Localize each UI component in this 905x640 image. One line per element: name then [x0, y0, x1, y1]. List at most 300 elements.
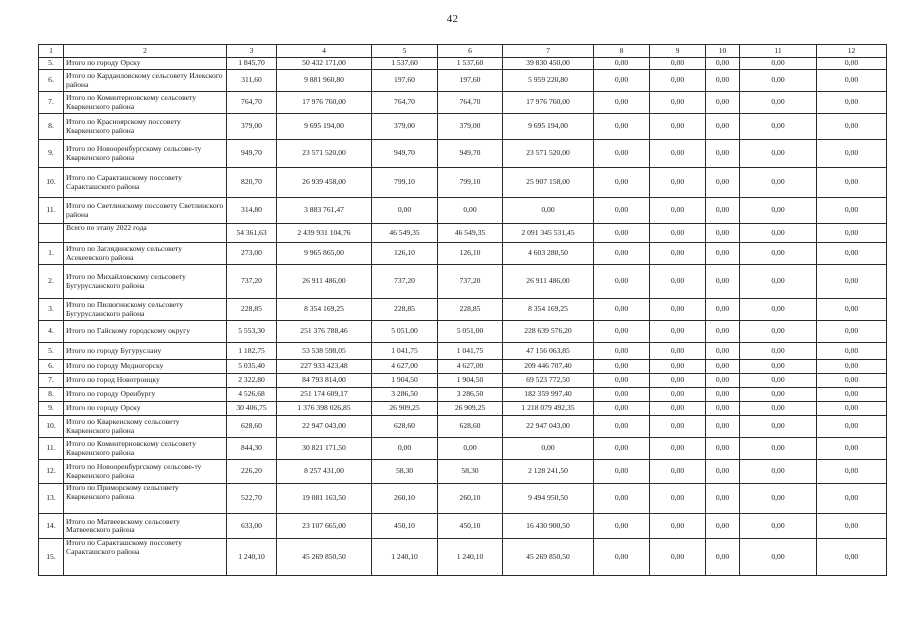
table-row — [39, 360, 887, 374]
value-cell-col-12: 0,00 — [817, 92, 887, 114]
value-cell-col-12: 0,00 — [817, 299, 887, 321]
value-cell-col-3: 737,20 — [227, 265, 277, 299]
row-index-cell: 6. — [39, 360, 64, 374]
row-index-cell: 5. — [39, 343, 64, 360]
table-row — [39, 70, 887, 92]
value-cell-col-4: 26 911 486,00 — [277, 265, 372, 299]
value-cell-col-4: 53 538 598,05 — [277, 343, 372, 360]
value-cell-col-6: 1 904,50 — [438, 374, 503, 388]
row-index-cell: 10. — [39, 416, 64, 438]
row-index-cell: 2. — [39, 265, 64, 299]
value-cell-col-11: 0,00 — [740, 321, 817, 343]
value-cell-col-8: 0,00 — [594, 484, 650, 514]
value-cell-col-3: 54 361,63 — [227, 224, 277, 243]
row-index-cell: 1. — [39, 243, 64, 265]
value-cell-col-6: 5 051,00 — [438, 321, 503, 343]
value-cell-col-11: 0,00 — [740, 388, 817, 402]
value-cell-col-6: 197,60 — [438, 70, 503, 92]
value-cell-col-3: 228,85 — [227, 299, 277, 321]
value-cell-col-10: 0,00 — [706, 224, 740, 243]
value-cell-col-3: 764,70 — [227, 92, 277, 114]
value-cell-col-5: 126,10 — [372, 243, 438, 265]
value-cell-col-3: 311,60 — [227, 70, 277, 92]
value-cell-col-5: 1 240,10 — [372, 539, 438, 576]
value-cell-col-12: 0,00 — [817, 416, 887, 438]
row-index-cell: 12. — [39, 460, 64, 484]
value-cell-col-5: 58,30 — [372, 460, 438, 484]
value-cell-col-10: 0,00 — [706, 484, 740, 514]
row-name-cell: Итого по город Новотроицку — [64, 374, 227, 388]
value-cell-col-5: 0,00 — [372, 438, 438, 460]
value-cell-col-5: 4 627,00 — [372, 360, 438, 374]
value-cell-col-4: 23 571 520,00 — [277, 140, 372, 168]
value-cell-col-3: 633,00 — [227, 514, 277, 539]
value-cell-col-8: 0,00 — [594, 224, 650, 243]
table-row — [39, 539, 887, 576]
value-cell-col-3: 820,70 — [227, 168, 277, 198]
value-cell-col-5: 764,70 — [372, 92, 438, 114]
value-cell-col-9: 0,00 — [650, 416, 706, 438]
value-cell-col-10: 0,00 — [706, 321, 740, 343]
value-cell-col-7: 8 354 169,25 — [503, 299, 594, 321]
value-cell-col-5: 1 041,75 — [372, 343, 438, 360]
row-name-cell: Всего по этапу 2022 года — [64, 224, 227, 243]
value-cell-col-11: 0,00 — [740, 514, 817, 539]
table-row — [39, 58, 887, 70]
value-cell-col-3: 628,60 — [227, 416, 277, 438]
row-index-cell: 8. — [39, 388, 64, 402]
table-row — [39, 243, 887, 265]
value-cell-col-4: 8 354 169,25 — [277, 299, 372, 321]
row-index-cell: 11. — [39, 438, 64, 460]
value-cell-col-6: 764,70 — [438, 92, 503, 114]
value-cell-col-6: 4 627,00 — [438, 360, 503, 374]
value-cell-col-6: 737,20 — [438, 265, 503, 299]
row-name-cell: Итого по Кваркенскому сельсовету Кваркенского района — [64, 416, 227, 438]
column-number-5: 5 — [372, 45, 438, 58]
value-cell-col-8: 0,00 — [594, 416, 650, 438]
value-cell-col-7: 209 446 707,40 — [503, 360, 594, 374]
value-cell-col-11: 0,00 — [740, 168, 817, 198]
row-index-cell: 13. — [39, 484, 64, 514]
value-cell-col-8: 0,00 — [594, 140, 650, 168]
value-cell-col-8: 0,00 — [594, 514, 650, 539]
value-cell-col-7: 0,00 — [503, 438, 594, 460]
value-cell-col-11: 0,00 — [740, 299, 817, 321]
value-cell-col-9: 0,00 — [650, 402, 706, 416]
value-cell-col-11: 0,00 — [740, 539, 817, 576]
value-cell-col-10: 0,00 — [706, 168, 740, 198]
value-cell-col-12: 0,00 — [817, 224, 887, 243]
value-cell-col-6: 58,30 — [438, 460, 503, 484]
value-cell-col-5: 0,00 — [372, 198, 438, 224]
column-number-6: 6 — [438, 45, 503, 58]
value-cell-col-4: 9 881 960,80 — [277, 70, 372, 92]
row-name-cell: Итого по Приморскому сельсовету Кваркенского района — [64, 484, 227, 514]
value-cell-col-12: 0,00 — [817, 58, 887, 70]
value-cell-col-11: 0,00 — [740, 114, 817, 140]
value-cell-col-8: 0,00 — [594, 438, 650, 460]
table-row — [39, 484, 887, 514]
value-cell-col-7: 17 976 760,00 — [503, 92, 594, 114]
value-cell-col-4: 22 947 043,00 — [277, 416, 372, 438]
value-cell-col-12: 0,00 — [817, 140, 887, 168]
value-cell-col-10: 0,00 — [706, 438, 740, 460]
column-number-7: 7 — [503, 45, 594, 58]
row-index-cell: 7. — [39, 374, 64, 388]
value-cell-col-6: 799,10 — [438, 168, 503, 198]
value-cell-col-3: 1 845,70 — [227, 58, 277, 70]
value-cell-col-6: 379,00 — [438, 114, 503, 140]
value-cell-col-8: 0,00 — [594, 299, 650, 321]
value-cell-col-3: 273,00 — [227, 243, 277, 265]
value-cell-col-10: 0,00 — [706, 243, 740, 265]
value-cell-col-9: 0,00 — [650, 243, 706, 265]
value-cell-col-4: 8 257 431,00 — [277, 460, 372, 484]
value-cell-col-10: 0,00 — [706, 198, 740, 224]
value-cell-col-5: 5 051,00 — [372, 321, 438, 343]
value-cell-col-9: 0,00 — [650, 168, 706, 198]
value-cell-col-9: 0,00 — [650, 374, 706, 388]
value-cell-col-12: 0,00 — [817, 438, 887, 460]
value-cell-col-3: 379,00 — [227, 114, 277, 140]
row-name-cell: Итого по городу Бугуруслану — [64, 343, 227, 360]
value-cell-col-6: 1 240,10 — [438, 539, 503, 576]
row-name-cell: Итого по городу Орску — [64, 402, 227, 416]
row-index-cell: 14. — [39, 514, 64, 539]
value-cell-col-10: 0,00 — [706, 460, 740, 484]
value-cell-col-11: 0,00 — [740, 438, 817, 460]
page-number: 42 — [446, 13, 459, 25]
value-cell-col-11: 0,00 — [740, 402, 817, 416]
value-cell-col-4: 227 933 423,48 — [277, 360, 372, 374]
value-cell-col-9: 0,00 — [650, 484, 706, 514]
value-cell-col-5: 260,10 — [372, 484, 438, 514]
value-cell-col-6: 0,00 — [438, 438, 503, 460]
value-cell-col-12: 0,00 — [817, 198, 887, 224]
row-name-cell: Итого по Михайловскому сельсовету Бугурусланского района — [64, 265, 227, 299]
value-cell-col-4: 19 081 163,50 — [277, 484, 372, 514]
value-cell-col-10: 0,00 — [706, 58, 740, 70]
value-cell-col-6: 228,85 — [438, 299, 503, 321]
value-cell-col-7: 23 571 520,00 — [503, 140, 594, 168]
value-cell-col-8: 0,00 — [594, 402, 650, 416]
value-cell-col-12: 0,00 — [817, 460, 887, 484]
value-cell-col-3: 949,70 — [227, 140, 277, 168]
value-cell-col-4: 84 793 814,00 — [277, 374, 372, 388]
row-index-cell: 9. — [39, 140, 64, 168]
value-cell-col-12: 0,00 — [817, 114, 887, 140]
value-cell-col-8: 0,00 — [594, 343, 650, 360]
value-cell-col-5: 46 549,35 — [372, 224, 438, 243]
table-row — [39, 92, 887, 114]
value-cell-col-7: 5 959 220,80 — [503, 70, 594, 92]
value-cell-col-10: 0,00 — [706, 343, 740, 360]
value-cell-col-3: 844,30 — [227, 438, 277, 460]
row-index-cell: 5. — [39, 58, 64, 70]
row-name-cell: Итого по Красноярскому поссовету Кваркенского района — [64, 114, 227, 140]
value-cell-col-12: 0,00 — [817, 388, 887, 402]
value-cell-col-5: 228,85 — [372, 299, 438, 321]
value-cell-col-12: 0,00 — [817, 265, 887, 299]
value-cell-col-9: 0,00 — [650, 438, 706, 460]
value-cell-col-12: 0,00 — [817, 514, 887, 539]
value-cell-col-8: 0,00 — [594, 265, 650, 299]
row-index-cell: 15. — [39, 539, 64, 576]
value-cell-col-5: 1 904,50 — [372, 374, 438, 388]
value-cell-col-3: 5 553,30 — [227, 321, 277, 343]
value-cell-col-8: 0,00 — [594, 198, 650, 224]
value-cell-col-3: 314,80 — [227, 198, 277, 224]
value-cell-col-7: 39 830 450,00 — [503, 58, 594, 70]
row-name-cell: Итого по Заглядинскому сельсовету Асекеевского района — [64, 243, 227, 265]
value-cell-col-6: 450,10 — [438, 514, 503, 539]
row-index-cell — [39, 224, 64, 243]
value-cell-col-11: 0,00 — [740, 70, 817, 92]
value-cell-col-7: 45 269 850,50 — [503, 539, 594, 576]
value-cell-col-12: 0,00 — [817, 360, 887, 374]
value-cell-col-10: 0,00 — [706, 388, 740, 402]
value-cell-col-8: 0,00 — [594, 539, 650, 576]
value-cell-col-8: 0,00 — [594, 92, 650, 114]
value-cell-col-3: 4 526,68 — [227, 388, 277, 402]
value-cell-col-4: 45 269 850,50 — [277, 539, 372, 576]
row-name-cell: Итого по Коминтерновскому сельсовету Кваркенского района — [64, 438, 227, 460]
column-number-10: 10 — [706, 45, 740, 58]
value-cell-col-10: 0,00 — [706, 374, 740, 388]
value-cell-col-7: 22 947 043,00 — [503, 416, 594, 438]
value-cell-col-10: 0,00 — [706, 140, 740, 168]
row-name-cell: Итого по Новоорeнбургскому сельсове-ту Кваркенского района — [64, 140, 227, 168]
value-cell-col-11: 0,00 — [740, 265, 817, 299]
column-number-4: 4 — [277, 45, 372, 58]
value-cell-col-7: 69 523 772,50 — [503, 374, 594, 388]
value-cell-col-9: 0,00 — [650, 114, 706, 140]
value-cell-col-10: 0,00 — [706, 92, 740, 114]
value-cell-col-8: 0,00 — [594, 460, 650, 484]
value-cell-col-8: 0,00 — [594, 168, 650, 198]
table-row — [39, 299, 887, 321]
value-cell-col-11: 0,00 — [740, 460, 817, 484]
row-index-cell: 4. — [39, 321, 64, 343]
value-cell-col-9: 0,00 — [650, 343, 706, 360]
table-row — [39, 343, 887, 360]
value-cell-col-4: 251 174 609,17 — [277, 388, 372, 402]
value-cell-col-9: 0,00 — [650, 460, 706, 484]
column-number-11: 11 — [740, 45, 817, 58]
row-name-cell: Итого по Пилюгинскому сельсовету Бугурусланского района — [64, 299, 227, 321]
table-row — [39, 321, 887, 343]
value-cell-col-3: 226,20 — [227, 460, 277, 484]
value-cell-col-5: 628,60 — [372, 416, 438, 438]
value-cell-col-9: 0,00 — [650, 299, 706, 321]
value-cell-col-5: 949,70 — [372, 140, 438, 168]
value-cell-col-7: 16 430 900,50 — [503, 514, 594, 539]
value-cell-col-11: 0,00 — [740, 140, 817, 168]
value-cell-col-12: 0,00 — [817, 168, 887, 198]
row-index-cell: 3. — [39, 299, 64, 321]
table-row — [39, 416, 887, 438]
value-cell-col-4: 50 432 171,00 — [277, 58, 372, 70]
value-cell-col-8: 0,00 — [594, 360, 650, 374]
row-name-cell: Итого по городу Медногорску — [64, 360, 227, 374]
row-name-cell: Итого по Светлинскому поссовету Светлинского района — [64, 198, 227, 224]
value-cell-col-4: 2 439 931 104,76 — [277, 224, 372, 243]
value-cell-col-6: 126,10 — [438, 243, 503, 265]
value-cell-col-11: 0,00 — [740, 374, 817, 388]
total-row — [39, 224, 887, 243]
value-cell-col-7: 9 695 194,00 — [503, 114, 594, 140]
value-cell-col-11: 0,00 — [740, 243, 817, 265]
value-cell-col-8: 0,00 — [594, 58, 650, 70]
value-cell-col-5: 737,20 — [372, 265, 438, 299]
value-cell-col-11: 0,00 — [740, 484, 817, 514]
value-cell-col-12: 0,00 — [817, 343, 887, 360]
value-cell-col-10: 0,00 — [706, 265, 740, 299]
value-cell-col-9: 0,00 — [650, 388, 706, 402]
value-cell-col-8: 0,00 — [594, 321, 650, 343]
value-cell-col-6: 260,10 — [438, 484, 503, 514]
value-cell-col-7: 26 911 486,00 — [503, 265, 594, 299]
column-number-row — [39, 45, 887, 58]
value-cell-col-11: 0,00 — [740, 198, 817, 224]
value-cell-col-7: 47 156 063,85 — [503, 343, 594, 360]
value-cell-col-4: 17 976 760,00 — [277, 92, 372, 114]
column-number-9: 9 — [650, 45, 706, 58]
value-cell-col-11: 0,00 — [740, 416, 817, 438]
value-cell-col-9: 0,00 — [650, 321, 706, 343]
value-cell-col-12: 0,00 — [817, 243, 887, 265]
data-table — [38, 44, 887, 576]
value-cell-col-6: 1 041,75 — [438, 343, 503, 360]
table-row — [39, 438, 887, 460]
row-index-cell: 8. — [39, 114, 64, 140]
value-cell-col-4: 9 965 865,00 — [277, 243, 372, 265]
row-name-cell: Итого по Гайскому городскому округу — [64, 321, 227, 343]
value-cell-col-6: 1 537,60 — [438, 58, 503, 70]
value-cell-col-9: 0,00 — [650, 198, 706, 224]
table-row — [39, 388, 887, 402]
value-cell-col-4: 1 376 398 026,85 — [277, 402, 372, 416]
value-cell-col-6: 628,60 — [438, 416, 503, 438]
value-cell-col-7: 2 128 241,50 — [503, 460, 594, 484]
value-cell-col-12: 0,00 — [817, 484, 887, 514]
value-cell-col-7: 4 603 280,50 — [503, 243, 594, 265]
value-cell-col-12: 0,00 — [817, 539, 887, 576]
value-cell-col-12: 0,00 — [817, 402, 887, 416]
row-name-cell: Итого по Коминтерновскому сельсовету Кваркенского района — [64, 92, 227, 114]
value-cell-col-4: 26 939 458,00 — [277, 168, 372, 198]
value-cell-col-9: 0,00 — [650, 539, 706, 576]
value-cell-col-10: 0,00 — [706, 514, 740, 539]
column-number-2: 2 — [64, 45, 227, 58]
value-cell-col-7: 2 091 345 531,45 — [503, 224, 594, 243]
row-index-cell: 10. — [39, 168, 64, 198]
value-cell-col-10: 0,00 — [706, 416, 740, 438]
table-row — [39, 402, 887, 416]
value-cell-col-5: 379,00 — [372, 114, 438, 140]
row-name-cell: Итого по Саракташскому поссовету Саракташского района — [64, 168, 227, 198]
value-cell-col-9: 0,00 — [650, 265, 706, 299]
row-name-cell: Итого по городу Орску — [64, 58, 227, 70]
value-cell-col-10: 0,00 — [706, 114, 740, 140]
row-index-cell: 7. — [39, 92, 64, 114]
value-cell-col-10: 0,00 — [706, 70, 740, 92]
value-cell-col-9: 0,00 — [650, 224, 706, 243]
value-cell-col-9: 0,00 — [650, 514, 706, 539]
value-cell-col-12: 0,00 — [817, 70, 887, 92]
value-cell-col-10: 0,00 — [706, 402, 740, 416]
value-cell-col-11: 0,00 — [740, 58, 817, 70]
value-cell-col-4: 23 107 665,00 — [277, 514, 372, 539]
value-cell-col-11: 0,00 — [740, 92, 817, 114]
table-row — [39, 140, 887, 168]
value-cell-col-6: 26 909,25 — [438, 402, 503, 416]
value-cell-col-5: 197,60 — [372, 70, 438, 92]
table-row — [39, 198, 887, 224]
value-cell-col-5: 450,10 — [372, 514, 438, 539]
table-body — [39, 45, 887, 576]
value-cell-col-5: 3 286,50 — [372, 388, 438, 402]
value-cell-col-6: 0,00 — [438, 198, 503, 224]
value-cell-col-7: 0,00 — [503, 198, 594, 224]
row-index-cell: 6. — [39, 70, 64, 92]
value-cell-col-4: 251 376 788,46 — [277, 321, 372, 343]
value-cell-col-7: 9 494 950,50 — [503, 484, 594, 514]
value-cell-col-11: 0,00 — [740, 360, 817, 374]
value-cell-col-10: 0,00 — [706, 539, 740, 576]
value-cell-col-5: 26 909,25 — [372, 402, 438, 416]
value-cell-col-10: 0,00 — [706, 299, 740, 321]
value-cell-col-3: 1 240,10 — [227, 539, 277, 576]
table-row — [39, 168, 887, 198]
value-cell-col-7: 1 218 079 492,35 — [503, 402, 594, 416]
value-cell-col-11: 0,00 — [740, 343, 817, 360]
table-row — [39, 114, 887, 140]
value-cell-col-8: 0,00 — [594, 388, 650, 402]
row-index-cell: 9. — [39, 402, 64, 416]
value-cell-col-8: 0,00 — [594, 243, 650, 265]
table-row — [39, 514, 887, 539]
value-cell-col-3: 522,70 — [227, 484, 277, 514]
column-number-12: 12 — [817, 45, 887, 58]
value-cell-col-6: 949,70 — [438, 140, 503, 168]
value-cell-col-6: 3 286,50 — [438, 388, 503, 402]
value-cell-col-5: 799,10 — [372, 168, 438, 198]
row-name-cell: Итого по городу Оренбургу — [64, 388, 227, 402]
table-row — [39, 265, 887, 299]
value-cell-col-10: 0,00 — [706, 360, 740, 374]
value-cell-col-4: 9 695 194,00 — [277, 114, 372, 140]
row-name-cell: Итого по Саракташскому поссовету Саракташского района — [64, 539, 227, 576]
value-cell-col-4: 3 883 761,47 — [277, 198, 372, 224]
value-cell-col-3: 30 406,75 — [227, 402, 277, 416]
table-row — [39, 374, 887, 388]
value-cell-col-11: 0,00 — [740, 224, 817, 243]
value-cell-col-4: 30 821 171,50 — [277, 438, 372, 460]
value-cell-col-9: 0,00 — [650, 360, 706, 374]
value-cell-col-8: 0,00 — [594, 114, 650, 140]
value-cell-col-7: 182 359 997,40 — [503, 388, 594, 402]
value-cell-col-9: 0,00 — [650, 140, 706, 168]
row-index-cell: 11. — [39, 198, 64, 224]
value-cell-col-9: 0,00 — [650, 58, 706, 70]
value-cell-col-8: 0,00 — [594, 374, 650, 388]
value-cell-col-5: 1 537,60 — [372, 58, 438, 70]
value-cell-col-6: 46 549,35 — [438, 224, 503, 243]
column-number-8: 8 — [594, 45, 650, 58]
value-cell-col-7: 228 639 576,20 — [503, 321, 594, 343]
